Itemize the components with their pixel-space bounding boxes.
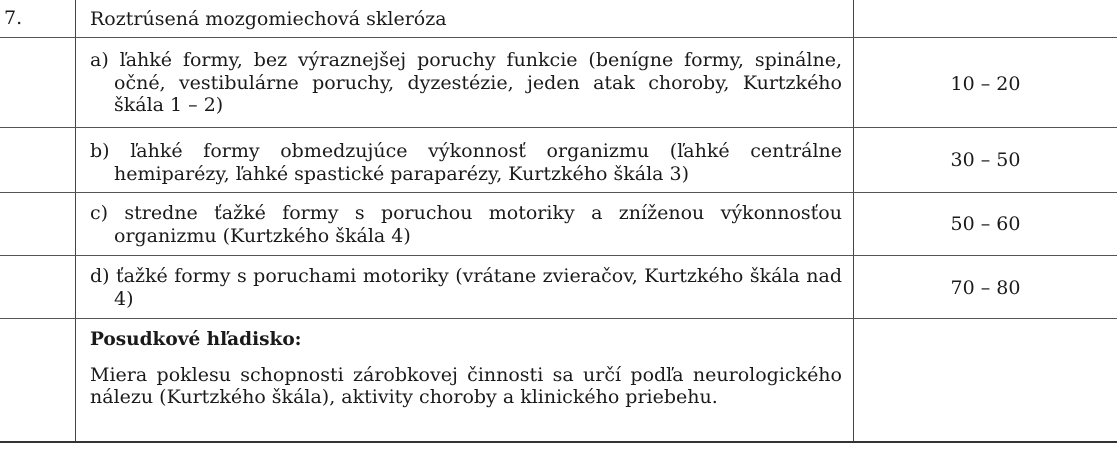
section-number: 7. <box>4 7 23 29</box>
section-header-row <box>0 0 1117 38</box>
row-text: d) ťažké formy s poruchami motoriky (vrátane zvieračov, Kurtzkého škála nad 4) <box>90 265 842 310</box>
assessment-row <box>0 319 1117 442</box>
row-description <box>90 140 842 185</box>
column-divider <box>75 256 76 318</box>
column-divider <box>75 38 76 127</box>
table-row <box>0 256 1117 319</box>
table-row <box>0 38 1117 128</box>
row-description <box>90 202 842 247</box>
row-value: 10 – 20 <box>950 73 1021 95</box>
assessment-heading: Posudkové hľadisko: <box>90 329 302 350</box>
row-value: 70 – 80 <box>950 277 1021 299</box>
row-description <box>90 49 842 117</box>
column-divider <box>853 0 854 37</box>
row-text: a) ľahké formy, bez výraznejšej poruchy funkcie (benígne formy, spinálne, očné, vestibulárne poruchy, dyzestézie, jeden atak choroby, Kurtzkého škála 1 – 2) <box>90 49 842 116</box>
column-divider <box>853 319 854 442</box>
column-divider <box>75 193 76 255</box>
row-description <box>90 265 842 310</box>
column-divider <box>75 319 76 442</box>
assessment-block <box>90 329 842 409</box>
table-bottom-border <box>0 441 1117 443</box>
table-row <box>0 128 1117 193</box>
row-text: b) ľahké formy obmedzujúce výkonnosť organizmu (ľahké centrálne hemiparézy, ľahké spastické paraparézy, Kurtzkého škála 3) <box>90 140 842 185</box>
row-text: c) stredne ťažké formy s poruchou motoriky a zníženou výkonnosťou organizmu (Kurtzkého škála 4) <box>90 202 842 247</box>
table-row <box>0 193 1117 256</box>
column-divider <box>75 128 76 192</box>
section-title: Roztrúsená mozgomiechová skleróza <box>90 8 447 30</box>
row-value: 50 – 60 <box>950 213 1021 235</box>
assessment-text: Miera poklesu schopnosti zárobkovej činnosti sa určí podľa neurologického nálezu (Kurtzkého škála), aktivity choroby a klinického priebehu. <box>90 363 842 408</box>
row-value: 30 – 50 <box>950 149 1021 171</box>
column-divider <box>75 0 76 37</box>
